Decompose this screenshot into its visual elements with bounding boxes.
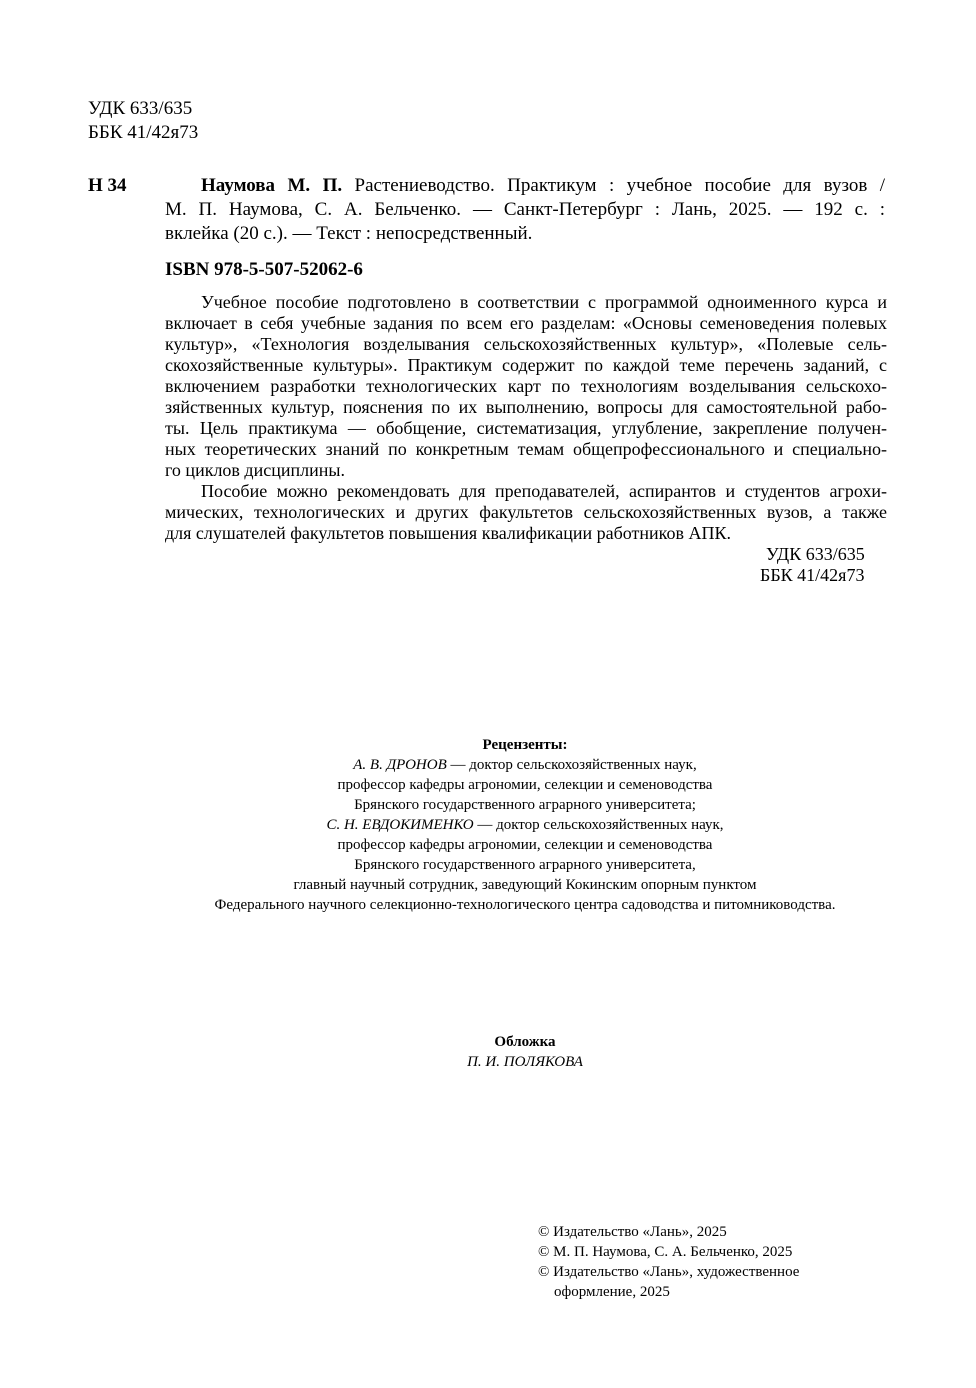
author-sign: Н 34: [88, 175, 127, 196]
reviewer-2-line-3: Брянского государственного аграрного университета,: [354, 857, 696, 873]
copyright-block: [538, 1222, 799, 1302]
cover-designer: П. И. ПОЛЯКОВА: [467, 1054, 583, 1070]
classification-codes-bottom: [760, 544, 865, 586]
cover-heading: Обложка: [494, 1034, 556, 1050]
reviewer-2-line-1: С. Н. ЕВДОКИМЕНКО — доктор сельскохозяйственных наук,: [326, 817, 724, 833]
bibliographic-description: [165, 174, 885, 246]
bib-line-3: вклейка (20 с.). — Текст : непосредственный.: [165, 223, 533, 244]
cover-block: [40, 1032, 976, 1072]
bib-title: Растениеводство. Практикум : учебное пособие для вузов /: [342, 175, 886, 196]
abstract-line: ты. Цель практикума — обобщение, систематизация, углубление, закрепление получен-: [165, 418, 887, 438]
bbk-code-bottom: ББК 41/42я73: [760, 565, 865, 585]
copyright-line-3: © Издательство «Лань», художественное: [538, 1264, 800, 1280]
abstract-line: мических, технологических и других факультетов сельскохозяйственных вузов, а также: [165, 502, 887, 522]
reviewer-2-name: С. Н. ЕВДОКИМЕНКО: [326, 817, 474, 833]
udk-code-bottom: УДК 633/635: [766, 544, 865, 564]
reviewer-2-line-2: профессор кафедры агрономии, селекции и семеноводства: [337, 837, 713, 853]
abstract-line: зяйственных культур, пояснения по их выполнению, вопросы для самостоятельной рабо-: [165, 397, 887, 417]
classification-codes-top: [88, 97, 198, 145]
abstract-line: включением разработки технологических карт по технологиям возделывания сельскохо-: [165, 376, 887, 396]
abstract-line: скохозяйственные культуры». Практикум содержит по каждой теме перечень заданий, с: [165, 355, 887, 375]
abstract-line: Учебное пособие подготовлено в соответствии с программой одноименного курса и: [201, 292, 887, 312]
bbk-code: ББК 41/42я73: [88, 122, 199, 143]
abstract: [165, 292, 887, 544]
abstract-line: включает в себя учебные задания по всем его разделам: «Основы семеноведения полевых: [165, 313, 887, 333]
reviewers-block: [40, 735, 976, 915]
abstract-line: для слушателей факультетов повышения квалификации работников АПК.: [165, 523, 731, 543]
abstract-line: го циклов дисциплины.: [165, 460, 345, 480]
reviewer-2-line-4: главный научный сотрудник, заведующий Кокинским опорным пунктом: [293, 877, 757, 893]
reviewer-1-line-1: А. В. ДРОНОВ — доктор сельскохозяйственных наук,: [353, 757, 697, 773]
abstract-paragraph-2: [165, 481, 887, 544]
copyright-line-4: оформление, 2025: [554, 1284, 670, 1300]
bib-line-2: М. П. Наумова, С. А. Бельченко. — Санкт-Петербург : Лань, 2025. — 192 с. :: [165, 199, 885, 220]
abstract-paragraph-1: [165, 292, 887, 481]
bib-author: Наумова М. П.: [201, 175, 343, 196]
reviewer-1-line-2: профессор кафедры агрономии, селекции и семеноводства: [337, 777, 713, 793]
abstract-line: культур», «Технология возделывания сельскохозяйственных культур», «Полевые сель-: [165, 334, 887, 354]
copyright-line-1: © Издательство «Лань», 2025: [538, 1224, 727, 1240]
reviewers-heading: Рецензенты:: [482, 737, 568, 753]
reviewer-1-name: А. В. ДРОНОВ: [353, 757, 447, 773]
udk-code: УДК 633/635: [88, 98, 193, 119]
reviewer-1-line-3: Брянского государственного аграрного университета;: [354, 797, 696, 813]
abstract-line: ных теоретических знаний по конкретным темам общепрофессионального и специально-: [165, 439, 887, 459]
copyright-line-2: © М. П. Наумова, С. А. Бельченко, 2025: [538, 1244, 793, 1260]
bib-line-1: [165, 174, 885, 198]
abstract-line: Пособие можно рекомендовать для преподавателей, аспирантов и студентов агрохи-: [201, 481, 887, 501]
isbn: ISBN 978-5-507-52062-6: [165, 259, 363, 280]
reviewer-2-line-5: Федерального научного селекционно-технологического центра садоводства и питомниководства.: [214, 897, 836, 913]
